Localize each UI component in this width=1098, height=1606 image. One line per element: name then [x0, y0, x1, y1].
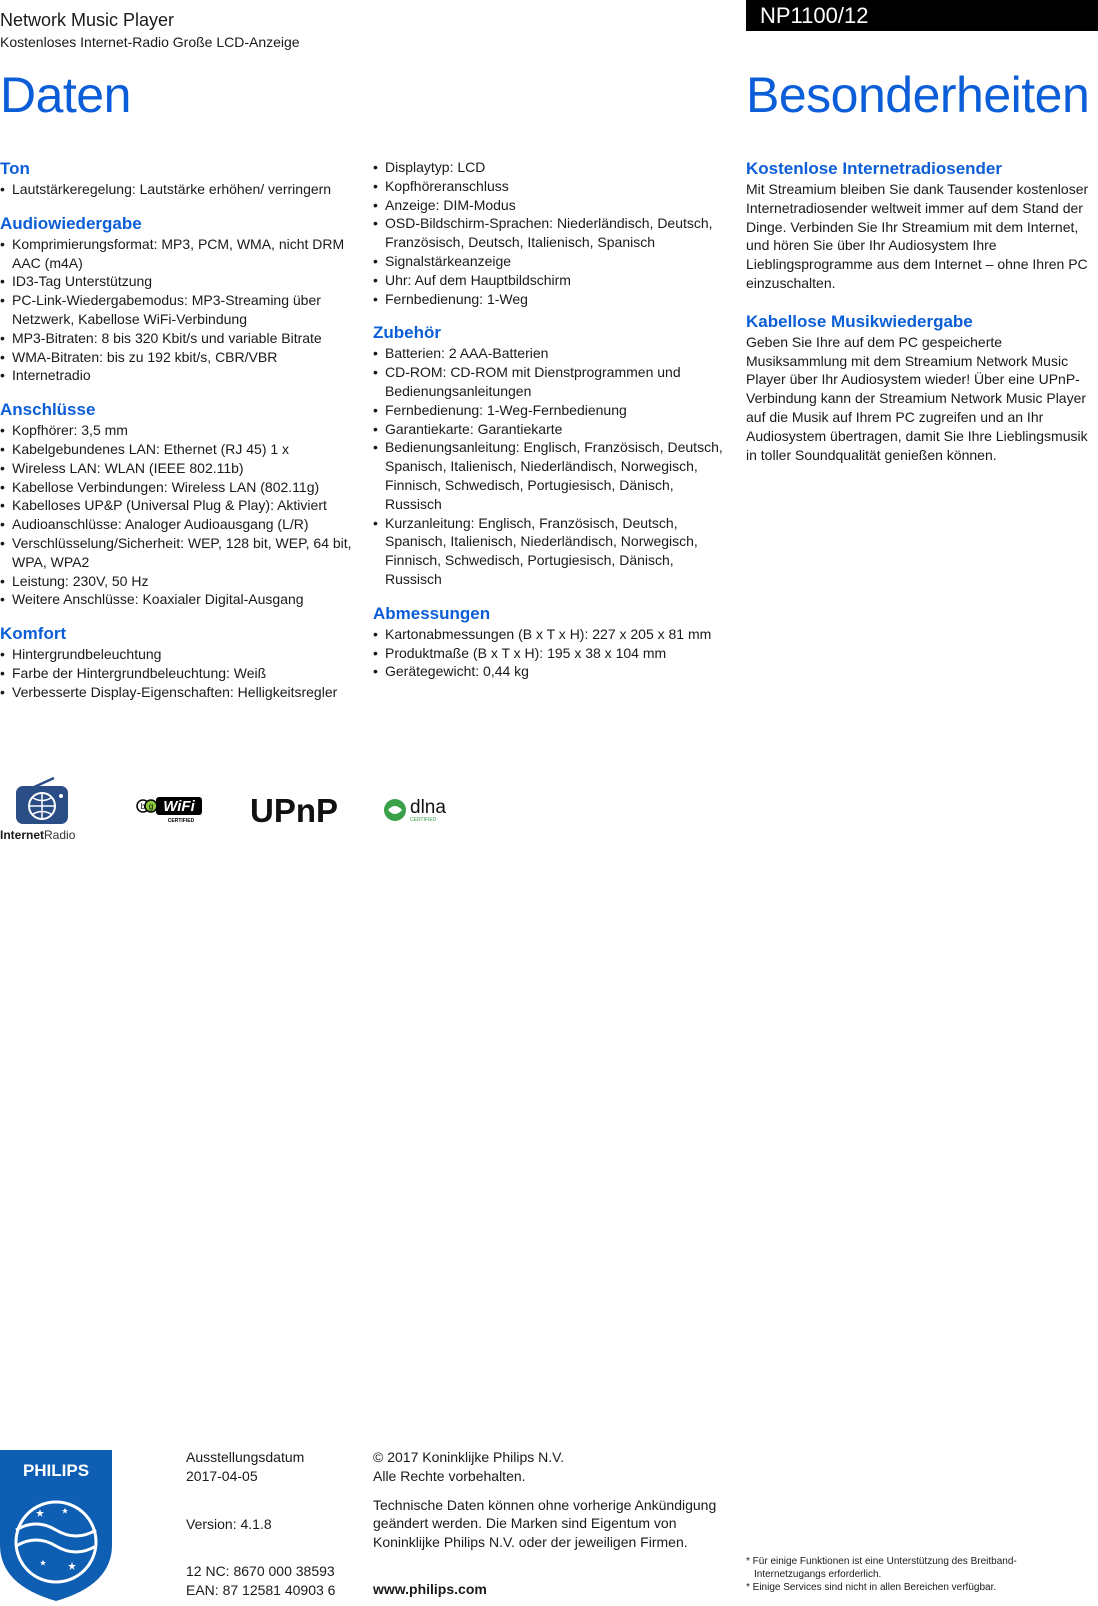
spec-list: [0, 235, 356, 385]
spec-item: • Kartonabmessungen (B x T x H): 227 x 205 x 81 mm: [373, 625, 725, 644]
spec-item: • Kabelloses UP&P (Universal Plug & Play): Aktiviert: [0, 496, 356, 515]
spec-section-title: Abmessungen: [373, 603, 491, 623]
spec-section-title: Audiowiedergabe: [0, 213, 142, 233]
feature-text: Geben Sie Ihre auf dem PC gespeicherte Musiksammlung mit dem Streamium Network Music Player über Ihr Audiosystem wieder! Über eine UPnP-Verbindung kann der Streamium Network Music Player auf die Musik auf Ihrem PC zugreifen und an Ihr Audiosystem übertragen, damit Sie Ihre Lieblingsmusik in toller Soundqualität genießen können.: [746, 333, 1088, 463]
spec-item: • Hintergrundbeleuchtung: [0, 645, 356, 664]
issue-date: 2017-04-05: [186, 1467, 258, 1484]
disclaimer-text: Technische Daten können ohne vorherige Ankündigung geändert werden. Die Marken sind Eigentum von Koninklijke Philips N.V. oder der jeweiligen Firmen.: [373, 1496, 717, 1551]
model-badge: NP1100/12: [746, 0, 1098, 31]
footnote-2: * Einige Services sind nicht in allen Bereichen verfügbar.: [746, 1582, 997, 1593]
feature-text: Mit Streamium bleiben Sie dank Tausender kostenloser Internetradiosender weltweit immer auf dem Stand der Dinge. Verbinden Sie Ihr Streamium mit dem Internet, und hören Sie über Ihr Audiosystem Ihre Lieblingsprogramme aus dem Internet – ohne Ihren PC einzuschalten.: [746, 181, 1089, 291]
specs-heading: Daten: [0, 67, 131, 123]
spec-item: • MP3-Bitraten: 8 bis 320 Kbit/s und variable Bitrate: [0, 329, 356, 348]
spec-section: [0, 213, 356, 385]
dlna-text: dlna: [410, 797, 446, 818]
spec-item: • Kopfhöreranschluss: [373, 177, 725, 196]
features-heading: Besonderheiten: [746, 67, 1090, 123]
footnote-1: * Für einige Funktionen ist eine Unterstützung des Breitband-Internetzugangs erforderlich.: [746, 1556, 1017, 1580]
spec-item: • Produktmaße (B x T x H): 195 x 38 x 104 mm: [373, 644, 725, 663]
spec-list: [373, 625, 725, 681]
spec-section-title: Komfort: [0, 624, 67, 644]
version-text: Version: 4.1.8: [186, 1515, 272, 1532]
feature-block: [746, 158, 1098, 293]
feature-title: Kostenlose Internetradiosender: [746, 159, 1003, 178]
spec-section: [373, 158, 725, 308]
logo-wifi: [136, 794, 206, 822]
wifi-certified-text: CERTIFIED: [167, 818, 195, 824]
spec-item: • Kabellose Verbindungen: Wireless LAN (802.11g): [0, 478, 356, 497]
spec-item: • Displaytyp: LCD: [373, 158, 725, 177]
spec-list: [373, 344, 725, 588]
spec-item: • Bedienungsanleitung: Englisch, Französisch, Deutsch, Spanisch, Italienisch, Niederländisch, Norwegisch, Finnisch, Schwedisch, Portugiesisch, Dänisch, Russisch: [373, 438, 725, 513]
spec-section-title: Anschlüsse: [0, 400, 96, 420]
wifi-b-label: b: [140, 802, 146, 811]
dlna-certified-text: CERTIFIED: [410, 817, 437, 823]
spec-item: • Gerätegewicht: 0,44 kg: [373, 662, 725, 681]
spec-item: • PC-Link-Wiedergabemodus: MP3-Streaming über Netzwerk, Kabellose WiFi-Verbindung: [0, 291, 356, 329]
spec-item: • Verschlüsselung/Sicherheit: WEP, 128 bit, WEP, 64 bit, WPA, WPA2: [0, 534, 356, 572]
product-title: Network Music Player: [0, 10, 175, 30]
spec-item: • WMA-Bitraten: bis zu 192 kbit/s, CBR/VBR: [0, 348, 356, 367]
spec-item: • Internetradio: [0, 366, 356, 385]
spec-item: • Verbesserte Display-Eigenschaften: Helligkeitsregler: [0, 683, 356, 702]
spec-item: • Komprimierungsformat: MP3, PCM, WMA, nicht DRM AAC (m4A): [0, 235, 356, 273]
spec-section: [0, 158, 356, 199]
internet-radio-light-text: Radio: [44, 828, 76, 842]
spec-item: • CD-ROM: CD-ROM mit Dienstprogrammen und Bedienungsanleitungen: [373, 363, 725, 401]
spec-item: • Garantiekarte: Garantiekarte: [373, 420, 725, 439]
spec-list: [373, 158, 725, 308]
spec-item: • Wireless LAN: WLAN (IEEE 802.11b): [0, 459, 356, 478]
feature-block: [746, 311, 1098, 465]
logo-dlna: [383, 795, 473, 825]
upnp-text: UPnP: [250, 792, 339, 829]
spec-item: • Signalstärkeanzeige: [373, 252, 725, 271]
spec-section: [0, 623, 356, 701]
product-subtitle: Kostenloses Internet-Radio Große LCD-Anzeige: [0, 34, 300, 50]
issue-date-label: Ausstellungsdatum: [186, 1449, 305, 1465]
spec-list: [0, 180, 356, 199]
wifi-text: WiFi: [163, 798, 195, 815]
spec-item: • Fernbedienung: 1-Weg: [373, 290, 725, 309]
philips-shield-icon: [0, 1450, 112, 1601]
spec-column-1: [0, 158, 356, 716]
philips-brand-text: PHILIPS: [22, 1461, 90, 1480]
spec-item: • Kopfhörer: 3,5 mm: [0, 421, 356, 440]
spec-section: [373, 603, 725, 681]
spec-column-2: [373, 158, 725, 695]
copyright-text: © 2017 Koninklijke Philips N.V.: [373, 1449, 565, 1465]
spec-section: [373, 322, 725, 588]
spec-section-title: Ton: [0, 159, 30, 178]
spec-item: • Batterien: 2 AAA-Batterien: [373, 344, 725, 363]
spec-item: • Fernbedienung: 1-Weg-Fernbedienung: [373, 401, 725, 420]
features-column: [746, 158, 1098, 482]
spec-item: • Kabelgebundenes LAN: Ethernet (RJ 45) 1 x: [0, 440, 356, 459]
spec-item: • Leistung: 230V, 50 Hz: [0, 572, 356, 591]
spec-item: • OSD-Bildschirm-Sprachen: Niederländisch, Deutsch, Französisch, Deutsch, Italienisch, Spanisch: [373, 214, 725, 252]
spec-item: • Farbe der Hintergrundbeleuchtung: Weiß: [0, 664, 356, 683]
spec-list: [0, 421, 356, 609]
ean-number: EAN: 87 12581 40903 6: [186, 1582, 336, 1599]
rights-text: Alle Rechte vorbehalten.: [373, 1467, 526, 1484]
feature-title: Kabellose Musikwiedergabe: [746, 311, 973, 331]
footer-legal: [373, 1448, 725, 1552]
spec-item: • Lautstärkeregelung: Lautstärke erhöhen/ verringern: [0, 180, 356, 199]
spec-list: [0, 645, 356, 701]
nc-number: 12 NC: 8670 000 38593: [186, 1563, 335, 1580]
spec-item: • ID3-Tag Unterstützung: [0, 272, 356, 291]
footer-meta: [186, 1448, 356, 1600]
logo-upnp: [250, 790, 346, 830]
spec-item: • Kurzanleitung: Englisch, Französisch, Deutsch, Spanisch, Italienisch, Niederländisch, Norwegisch, Finnisch, Schwedisch, Portugiesisch, Dänisch, Russisch: [373, 514, 725, 589]
website-link[interactable]: www.philips.com: [373, 1581, 487, 1597]
spec-item: • Audioanschlüsse: Analoger Audioausgang (L/R): [0, 515, 356, 534]
logo-internet-radio: [0, 776, 110, 846]
internet-radio-icon: [14, 776, 84, 828]
internet-radio-bold-text: Internet: [0, 828, 45, 842]
footnotes: [746, 1555, 1086, 1594]
philips-logo: [0, 1450, 112, 1601]
spec-section-title: Zubehör: [373, 323, 441, 343]
spec-section: [0, 399, 356, 609]
spec-item: • Weitere Anschlüsse: Koaxialer Digital-Ausgang: [0, 590, 356, 609]
wifi-g-label: g: [148, 802, 154, 811]
spec-item: • Uhr: Auf dem Hauptbildschirm: [373, 271, 725, 290]
spec-item: • Anzeige: DIM-Modus: [373, 196, 725, 215]
